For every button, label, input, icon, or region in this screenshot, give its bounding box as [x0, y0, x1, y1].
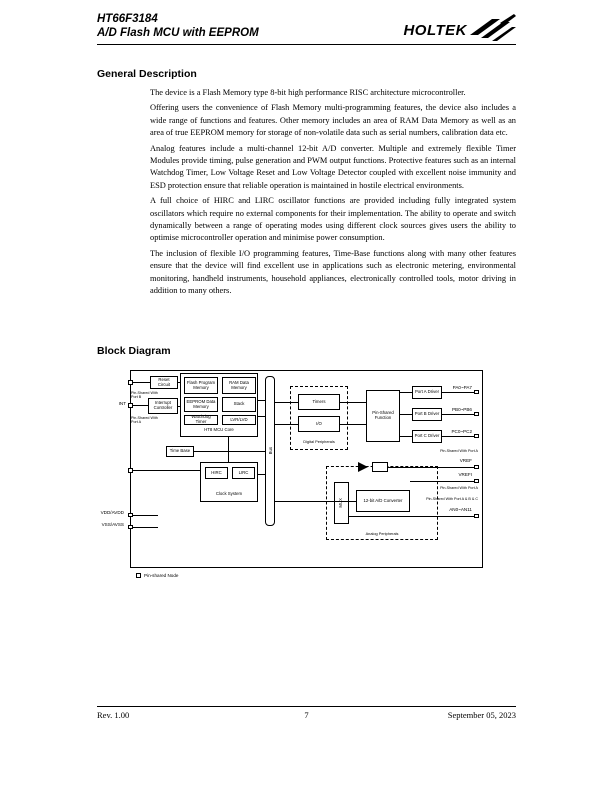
holtek-logo: [403, 14, 516, 47]
block-lirc: LIRC: [232, 467, 255, 479]
block-hirc: HIRC: [205, 467, 228, 479]
note-pin-shared-port-a: Pin-Shared With Port A: [131, 416, 158, 425]
pin-label-pb: PB0~PB6: [451, 406, 472, 412]
block-time-base: Time Base: [166, 446, 194, 457]
connector-line: [132, 405, 148, 406]
connector-line: [400, 414, 412, 415]
legend-label: Pin-shared Node: [144, 572, 179, 578]
pin-shared-node: [474, 412, 479, 417]
note-pin-shared-port-a: Pin-Shared With Port A: [440, 449, 478, 453]
connector-line: [275, 501, 356, 502]
document-subtitle: A/D Flash MCU with EEPROM: [97, 26, 259, 39]
pin-label-int: INT: [118, 401, 126, 406]
block-diagram: [100, 370, 483, 582]
section-title-block-diagram: Block Diagram: [97, 345, 171, 357]
legend-pin-shared-node-icon: [136, 573, 141, 578]
pin-shared-node: [474, 514, 479, 519]
label-analog-peripherals: Analog Peripherals: [365, 531, 399, 536]
pin-shared-node: [474, 479, 479, 484]
connector-line: [275, 402, 298, 403]
connector-line: [258, 416, 265, 417]
connector-line: [258, 400, 265, 401]
connector-line: [442, 392, 474, 393]
label-digital-peripherals: Digital Peripherals: [303, 439, 335, 444]
pin-shared-node: [474, 390, 479, 395]
connector-line: [228, 437, 229, 462]
block-adc: 12-bit A/D Converter: [356, 490, 410, 512]
vref-buffer-box: [372, 462, 388, 472]
holtek-logo-text: HOLTEK: [403, 22, 467, 39]
paragraph: Analog features include a multi-channel 12-bit A/D converter. Multiple and extremely flexible Timer Modules provide timing, pulse generation and PWM output functions. Protective features such as an internal Watchdog Timer, Low Voltage Reset and Low Voltage Detector coupled with excellent noise immunity and ESD protection ensure that reliable operation is maintained in hostile electrical environments.: [150, 143, 516, 190]
connector-line: [400, 392, 412, 393]
note-pin-shared-port-a: Pin-Shared With Port A: [440, 486, 478, 490]
note-pin-shared-port-abc: Pin-Shared With Port A & B & C: [426, 497, 478, 501]
block-flash-program-memory: Flash Program Memory: [184, 377, 218, 394]
block-port-a-driver: Port A Driver: [412, 386, 442, 399]
connector-line: [132, 382, 150, 383]
connector-line: [388, 467, 474, 468]
label-bus: Bus: [267, 447, 273, 455]
pin-label-pc: PC0~PC2: [451, 428, 472, 434]
label-mux: MUX: [338, 498, 344, 508]
opamp-icon: [358, 462, 368, 472]
block-stack: Stack: [222, 397, 256, 412]
pin-shared-node: [474, 434, 479, 439]
pin-shared-node: [474, 465, 479, 470]
block-lvr-lvd: LVR/LVD: [222, 415, 256, 425]
block-port-b-driver: Port B Driver: [412, 408, 442, 421]
paragraph: A full choice of HIRC and LIRC oscillator functions are provided including fully integrated system oscillators which require no external components for their implementation. The ability to operate and switch dynamically between a range of operating modes using different clock sources gives users the ability to optimise microcontroller operation and minimise power consumption.: [150, 196, 516, 243]
block-watchdog-timer: Watchdog Timer: [184, 415, 218, 425]
connector-line: [410, 481, 474, 482]
holtek-wing-icon: [470, 14, 516, 47]
connector-line: [442, 436, 474, 437]
block-reset-circuit: Reset Circuit: [150, 376, 178, 389]
block-io: I/O: [298, 416, 340, 432]
block-adc-mux: [334, 482, 349, 524]
block-interrupt-controller: Interrupt Controller: [148, 398, 178, 414]
label-mcu-core: HT8 MCU Core: [204, 426, 234, 432]
block-port-c-driver: Port C Driver: [412, 430, 442, 443]
block-ram-data-memory: RAM Data Memory: [222, 377, 256, 394]
block-timers: Timers: [298, 394, 340, 410]
connector-line: [132, 527, 158, 528]
block-eeprom-data-memory: EEPROM Data Memory: [184, 397, 218, 412]
footer-page-number: 7: [304, 710, 309, 720]
footer-revision: Rev. 1.00: [97, 710, 130, 720]
system-bus: [265, 376, 275, 526]
pin-label-vdd: VDD/AVDD: [100, 510, 124, 515]
pin-label-vref: VREF: [459, 458, 472, 463]
header-rule: [97, 44, 516, 45]
connector-line: [400, 436, 412, 437]
paragraph: The inclusion of flexible I/O programming features, Time-Base functions along with many other features ensure that the device will find excellent use in applications such as electronic metering, environmental monitoring, handheld instruments, household appliances, electronically controlled tools, motor driving in addition to many others.: [150, 248, 516, 296]
connector-line: [258, 474, 265, 475]
pin-label-vrefi: VREFI: [458, 472, 472, 477]
footer-rule: [97, 706, 516, 707]
connector-line: [275, 424, 298, 425]
pin-label-pa: PA0~PA7: [452, 384, 472, 390]
connector-line: [132, 515, 158, 516]
paragraph: Offering users the convenience of Flash Memory multi-programming features, the device also includes a wide range of functions and features. Other memory includes an area of RAM Data Memory as well as an area of true EEPROM memory for storage of non-volatile data such as serial numbers, calibration data etc.: [150, 103, 516, 138]
note-pin-shared-port-b: Pin-Shared With Port B: [131, 391, 158, 400]
general-description-text: [150, 87, 516, 301]
label-clock-system: Clock System: [215, 491, 243, 496]
connector-line: [340, 402, 366, 403]
connector-line: [194, 451, 265, 452]
paragraph: The device is a Flash Memory type 8-bit high performance RISC architecture microcontroller.: [150, 88, 466, 97]
footer-date: September 05, 2023: [447, 710, 516, 720]
section-title-general-description: General Description: [97, 68, 197, 80]
header-title-block: [97, 13, 259, 40]
pin-label-vss: VSS/AVSS: [101, 522, 124, 527]
block-pin-shared-function: Pin-Shared Function: [366, 390, 400, 442]
connector-line: [340, 424, 366, 425]
connector-line: [349, 516, 474, 517]
pin-label-an: AN0~AN11: [449, 507, 472, 512]
part-number: HT66F3184: [97, 13, 158, 25]
connector-line: [132, 470, 200, 471]
connector-line: [442, 414, 474, 415]
